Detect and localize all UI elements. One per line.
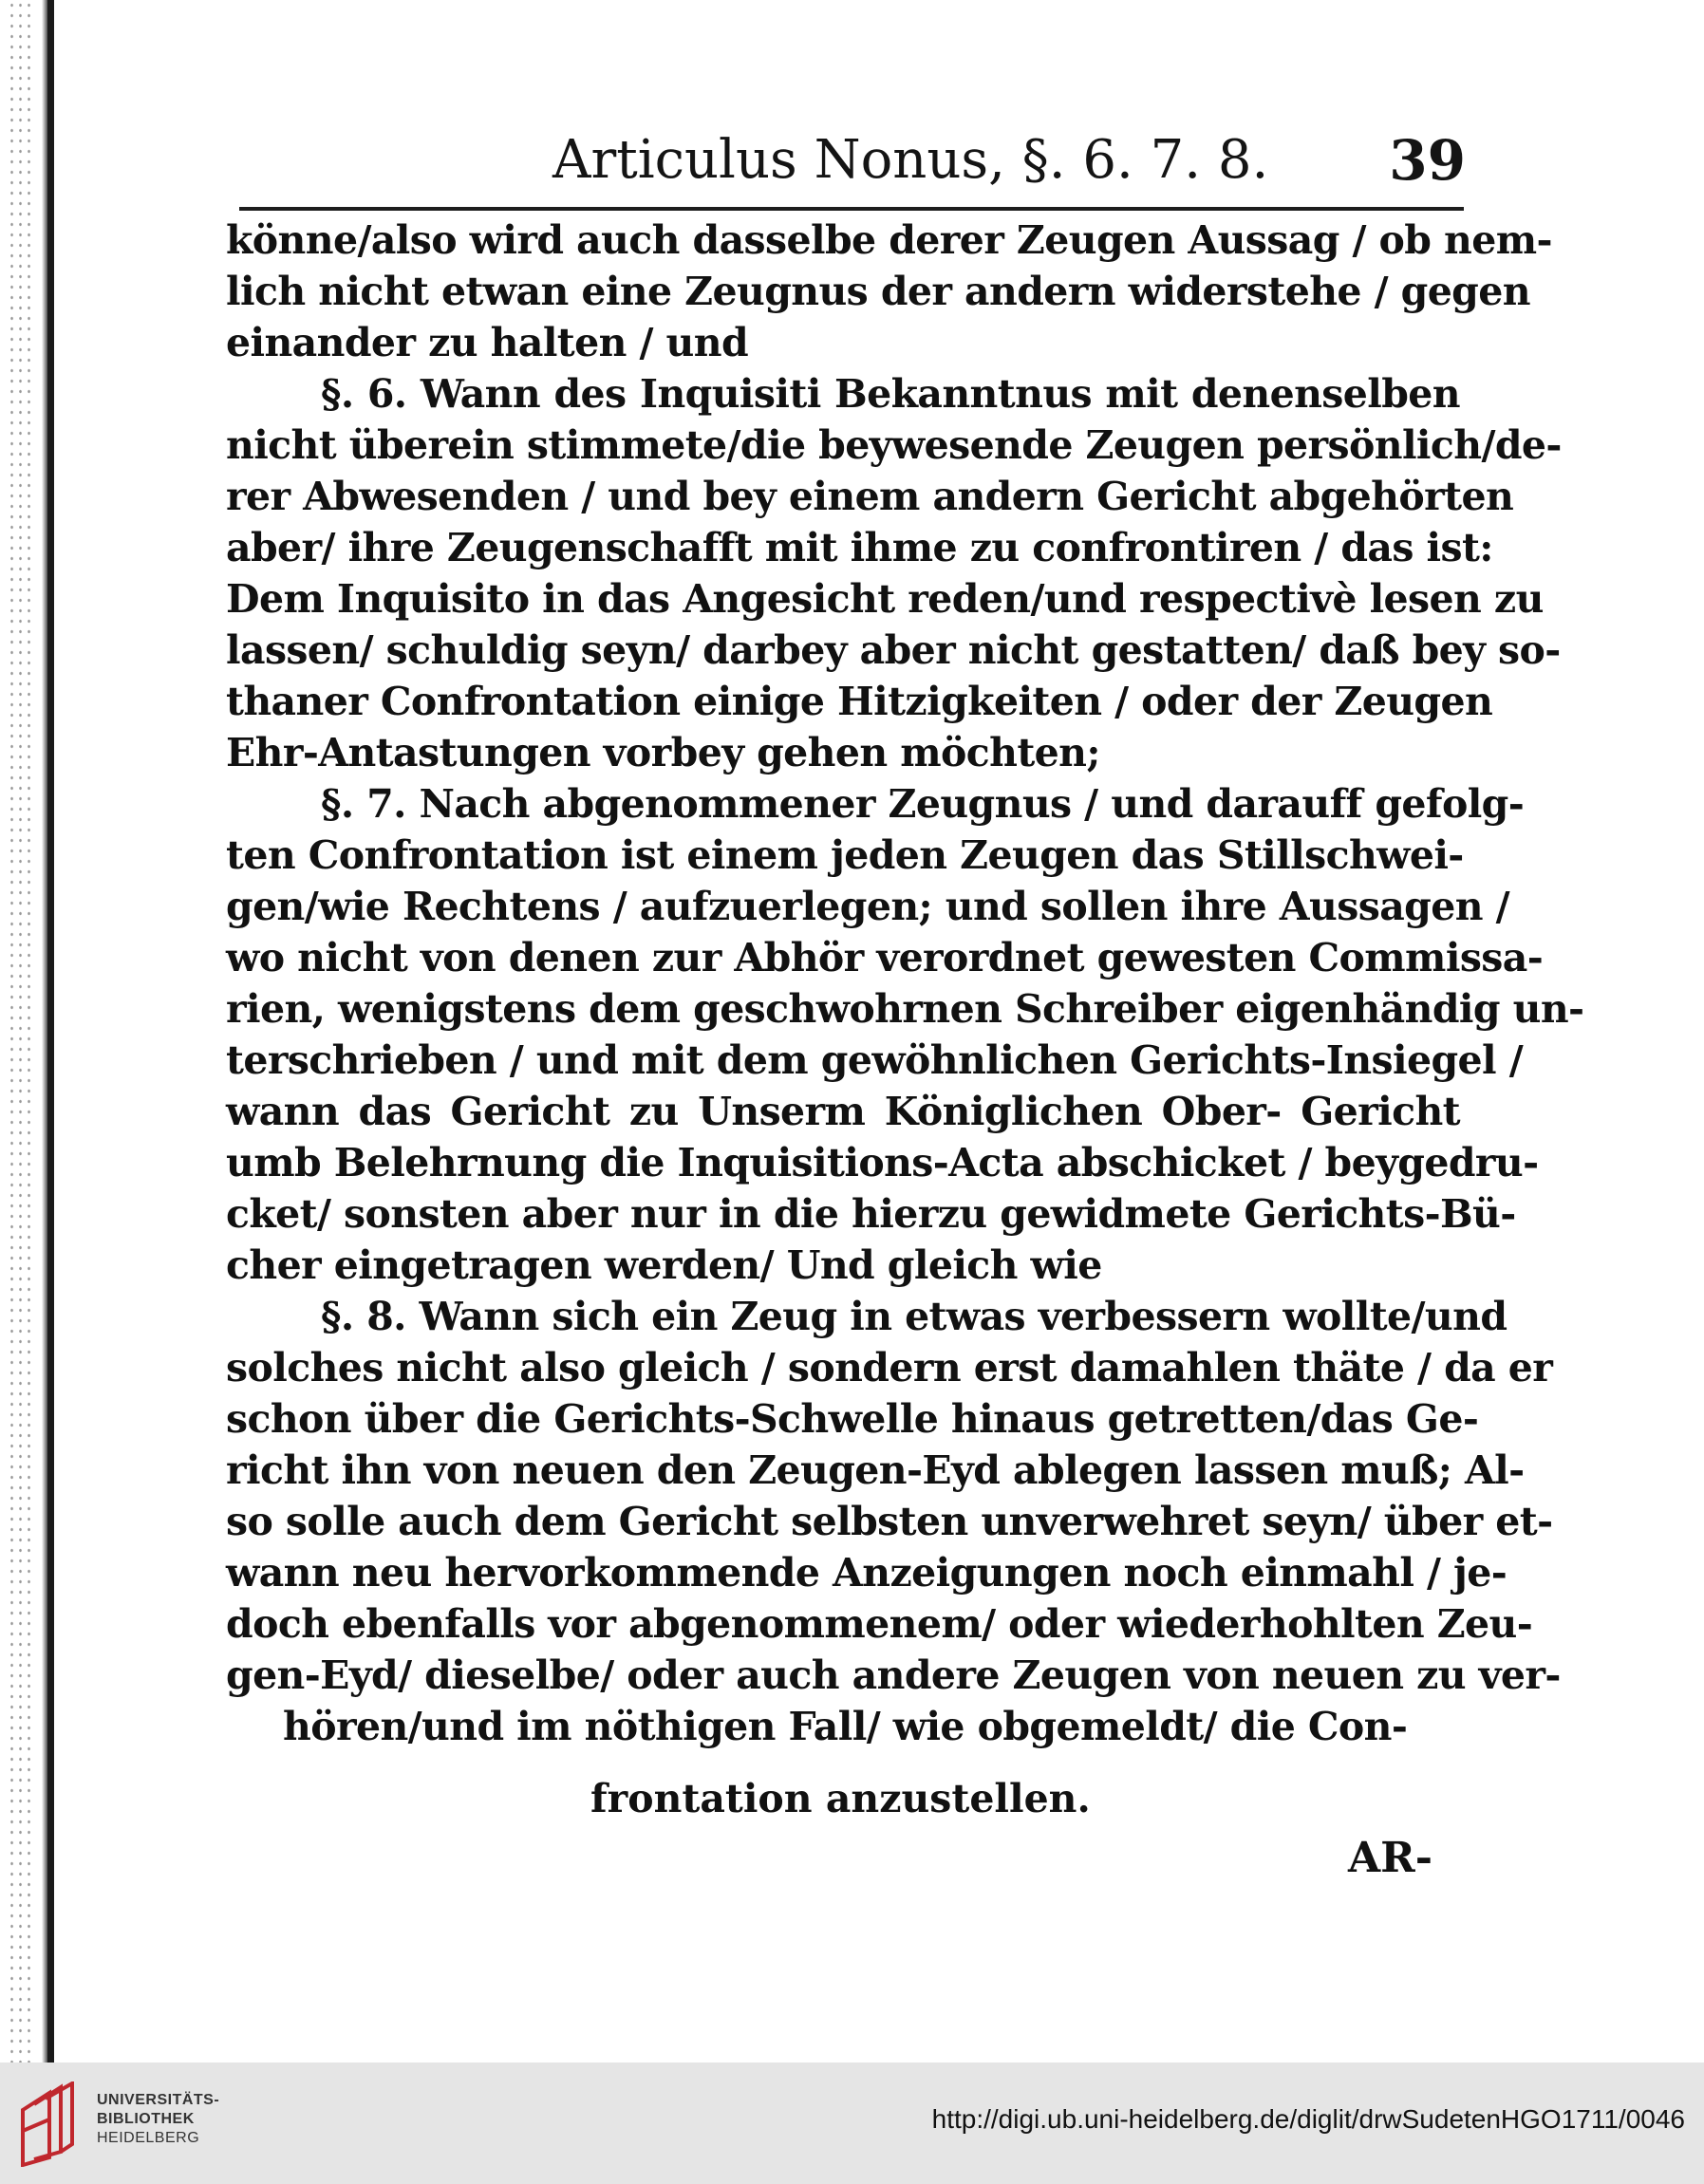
text-line: schon über die Gerichts-Schwelle hinaus getretten/das Ge- bbox=[226, 1396, 1479, 1442]
library-name-line: HEIDELBERG bbox=[97, 2130, 200, 2146]
text-line: rien, wenigstens dem geschwohrnen Schreiber eigenhändig un- bbox=[226, 986, 1584, 1032]
text-line: terschrieben / und mit dem gewöhnlichen Gerichts-Insiegel / bbox=[226, 1037, 1524, 1083]
footer-bar bbox=[0, 2063, 1704, 2184]
running-title: Articulus Nonus, §. 6. 7. 8. bbox=[552, 129, 1269, 191]
library-name-line: BIBLIOTHEK bbox=[97, 2111, 195, 2127]
text-line: cher eingetragen werden/ Und gleich wie bbox=[226, 1242, 1102, 1288]
text-line: cket/ sonsten aber nur in die hierzu gewidmete Gerichts-Bü- bbox=[226, 1191, 1516, 1237]
text-line: thaner Confrontation einige Hitzigkeiten / oder der Zeugen bbox=[226, 679, 1493, 724]
text-line: könne/also wird auch dasselbe derer Zeugen Aussag / ob nem- bbox=[226, 217, 1552, 263]
text-line: lassen/ schuldig seyn/ darbey aber nicht gestatten/ daß bey so- bbox=[226, 627, 1561, 673]
text-line: rer Abwesenden / und bey einem andern Gericht abgehörten bbox=[226, 474, 1514, 519]
library-name bbox=[97, 2091, 287, 2148]
binding-edge bbox=[0, 0, 49, 2063]
text-line: einander zu halten / und bbox=[226, 320, 749, 365]
text-line: solches nicht also gleich / sondern erst damahlen thäte / da er bbox=[226, 1345, 1553, 1391]
text-line: gen/wie Rechtens / aufzuerlegen; und sollen ihre Aussagen / bbox=[226, 884, 1509, 929]
text-line: gen-Eyd/ dieselbe/ oder auch andere Zeugen von neuen zu ver- bbox=[226, 1652, 1561, 1698]
page-number: 39 bbox=[1389, 128, 1466, 193]
paragraph-7-start: §. 7. Nach abgenommener Zeugnus / und darauff gefolg- bbox=[321, 781, 1525, 827]
paragraph-8-start: §. 8. Wann sich ein Zeug in etwas verbessern wollte/und bbox=[321, 1294, 1507, 1339]
body-text bbox=[226, 215, 1584, 1752]
header-rule bbox=[239, 207, 1464, 211]
text-line: hören/und im nöthigen Fall/ wie obgemeldt/ die Con- bbox=[283, 1704, 1408, 1749]
library-logo-icon bbox=[17, 2081, 85, 2167]
text-line: umb Belehrnung die Inquisitions-Acta abschicket / beygedru- bbox=[226, 1140, 1539, 1185]
text-line: lich nicht etwan eine Zeugnus der andern widerstehe / gegen bbox=[226, 269, 1530, 314]
text-line: so solle auch dem Gericht selbsten unverwehret seyn/ über et- bbox=[226, 1499, 1553, 1544]
library-name-line: UNIVERSITÄTS- bbox=[97, 2092, 220, 2108]
source-url-link[interactable]: http://digi.ub.uni-heidelberg.de/diglit/drwSudetenHGO1711/0046 bbox=[931, 2104, 1685, 2134]
text-line: wann neu hervorkommende Anzeigungen noch einmahl / je- bbox=[226, 1550, 1507, 1596]
text-line: wo nicht von denen zur Abhör verordnet gewesten Commissa- bbox=[226, 935, 1544, 980]
text-line: nicht überein stimmete/die beywesende Zeugen persönlich/de- bbox=[226, 422, 1562, 468]
text-line: doch ebenfalls vor abgenommenem/ oder wiederhohlten Zeu- bbox=[226, 1601, 1533, 1647]
text-line: richt ihn von neuen den Zeugen-Eyd ablegen lassen muß; Al- bbox=[226, 1447, 1525, 1493]
text-line: aber/ ihre Zeugenschafft mit ihme zu confrontiren / das ist: bbox=[226, 525, 1493, 570]
text-line: ten Confrontation ist einem jeden Zeugen das Stillschwei- bbox=[226, 832, 1464, 878]
final-line: frontation anzustellen. bbox=[590, 1776, 1091, 1821]
text-line: Ehr-Antastungen vorbey gehen möchten; bbox=[226, 730, 1100, 775]
paragraph-6-start: §. 6. Wann des Inquisiti Bekanntnus mit denenselben bbox=[321, 371, 1460, 417]
running-head bbox=[239, 118, 1466, 203]
catchword: AR- bbox=[1348, 1834, 1432, 1882]
text-line: Dem Inquisito in das Angesicht reden/und respectivè lesen zu bbox=[226, 576, 1544, 622]
text-line: wann das Gericht zu Unserm Königlichen Ober- Gericht bbox=[226, 1089, 1460, 1134]
